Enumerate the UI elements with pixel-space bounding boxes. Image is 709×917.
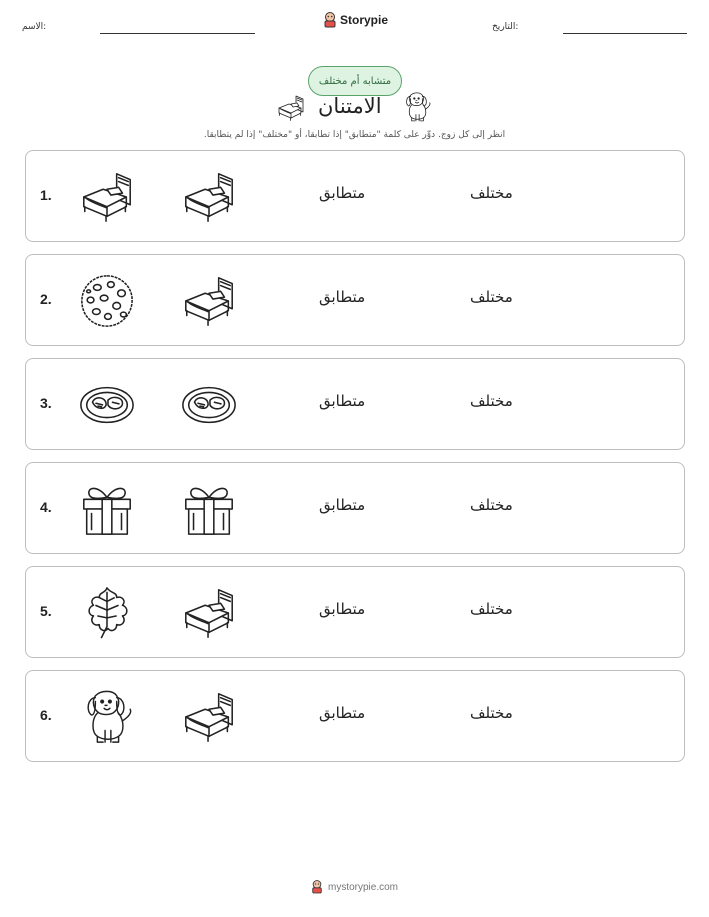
- dog-icon: [401, 91, 433, 123]
- brand-name: Storypie: [340, 13, 389, 27]
- exercise-row-6: [25, 670, 685, 762]
- different-choice[interactable]: مختلف: [470, 704, 513, 722]
- plate-icon: [78, 376, 136, 434]
- gift-icon: [78, 480, 136, 538]
- bed-icon: [78, 168, 136, 226]
- cookie-icon: [78, 272, 136, 330]
- different-choice[interactable]: مختلف: [470, 496, 513, 514]
- row-number: 3.: [40, 395, 52, 411]
- bed-icon: [180, 272, 238, 330]
- page-title: الامتنان: [318, 94, 382, 118]
- same-choice[interactable]: متطابق: [319, 184, 366, 202]
- plate-icon: [180, 376, 238, 434]
- different-choice[interactable]: مختلف: [470, 600, 513, 618]
- dog-icon: [78, 688, 136, 746]
- row-number: 6.: [40, 707, 52, 723]
- brand-logo: [323, 12, 388, 28]
- worksheet-type-badge: متشابه أم مختلف: [308, 66, 402, 96]
- date-label: التاريخ:: [492, 22, 519, 32]
- exercise-row-5: [25, 566, 685, 658]
- different-choice[interactable]: مختلف: [470, 184, 513, 202]
- different-choice[interactable]: مختلف: [470, 288, 513, 306]
- gift-icon: [180, 480, 238, 538]
- row-number: 2.: [40, 291, 52, 307]
- bed-icon: [180, 584, 238, 642]
- same-choice[interactable]: متطابق: [319, 600, 366, 618]
- exercise-row-3: [25, 358, 685, 450]
- name-line[interactable]: [100, 33, 255, 34]
- different-choice[interactable]: مختلف: [470, 392, 513, 410]
- footer: [0, 880, 709, 894]
- row-number: 1.: [40, 187, 52, 203]
- bed-icon: [180, 688, 238, 746]
- date-line[interactable]: [563, 33, 687, 34]
- footer-site-link[interactable]: mystorypie.com: [327, 881, 398, 893]
- same-choice[interactable]: متطابق: [319, 288, 366, 306]
- exercise-row-1: [25, 150, 685, 242]
- name-label: الاسم:: [22, 22, 47, 32]
- leaf-icon: [78, 584, 136, 642]
- exercise-row-4: [25, 462, 685, 554]
- row-number: 4.: [40, 499, 52, 515]
- same-choice[interactable]: متطابق: [319, 496, 366, 514]
- same-choice[interactable]: متطابق: [319, 392, 366, 410]
- storypie-mascot-icon: [323, 12, 337, 28]
- exercise-row-2: [25, 254, 685, 346]
- bed-icon: [276, 93, 306, 123]
- storypie-mascot-icon: [311, 880, 323, 894]
- row-number: 5.: [40, 603, 52, 619]
- instructions: انظر إلى كل زوج. دوِّر على كلمة "متطابق" إذا تطابقا، أو "مختلف" إذا لم يتطابقا.: [203, 130, 506, 140]
- bed-icon: [180, 168, 238, 226]
- same-choice[interactable]: متطابق: [319, 704, 366, 722]
